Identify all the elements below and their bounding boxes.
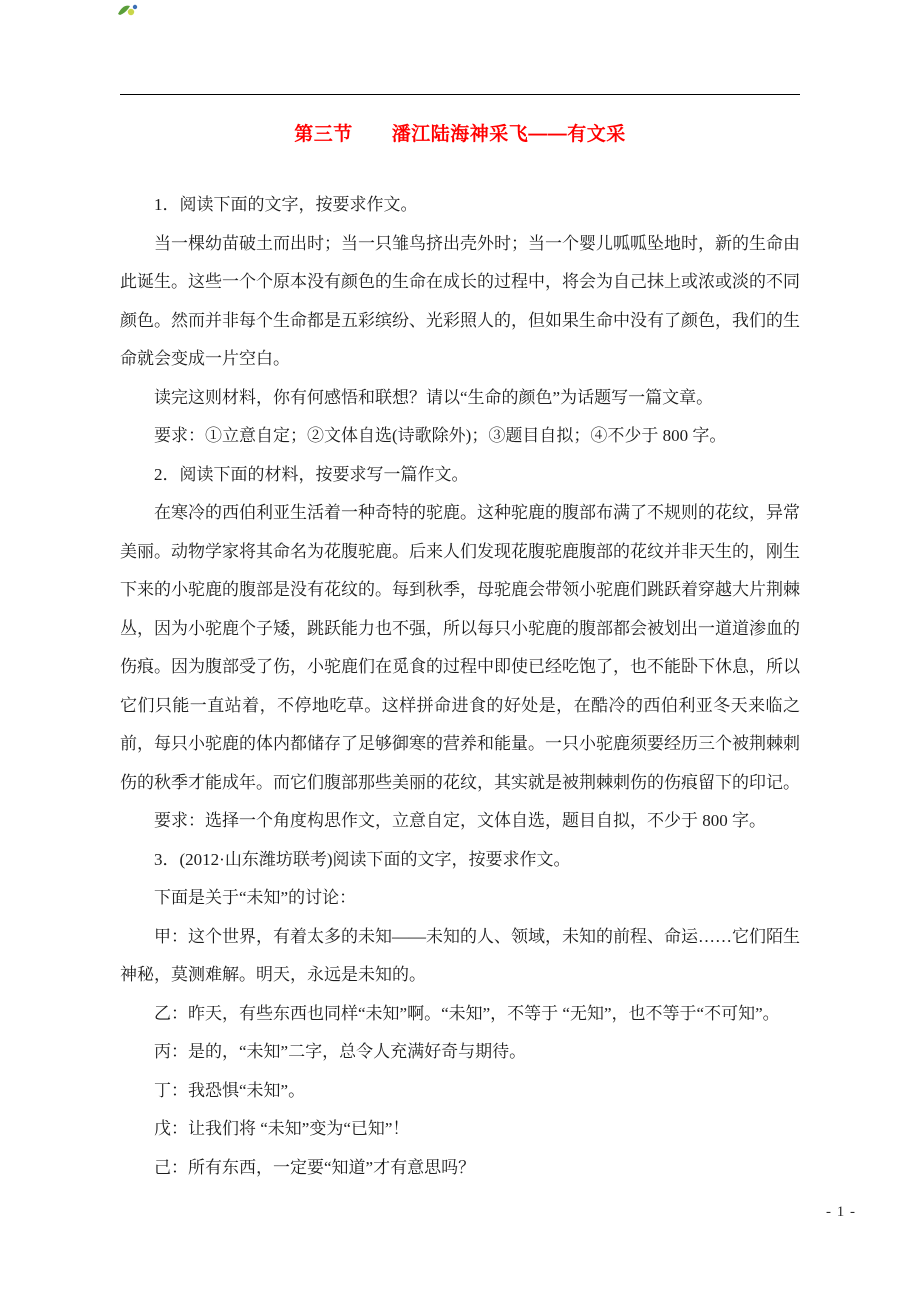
paragraph-speaker-ji: 己：所有东西，一定要“知道”才有意思吗？ bbox=[154, 1157, 476, 1177]
paragraph-speaker-wu: 戊：让我们将 “未知”变为“已知”！ bbox=[154, 1119, 410, 1138]
paragraph-requirements-2: 要求：选择一个角度构思作文，立意自定，文体自选，题目自拟，不少于 800 字。 bbox=[154, 811, 766, 830]
page-number: - 1 - bbox=[826, 1204, 856, 1220]
paragraph-speaker-jia: 甲：这个世界，有着太多的未知——未知的人、领域，未知的前程、命运……它们陌生神秘，莫测难解。明天，永远是未知的。 bbox=[120, 926, 800, 984]
paragraph-prompt-1: 1．阅读下面的文字，按要求作文。 bbox=[154, 195, 418, 214]
paragraph-topic-1: 读完这则材料，你有何感悟和联想？请以“生命的颜色”为话题写一篇文章。 bbox=[154, 387, 714, 407]
corner-logo-icon bbox=[116, 2, 138, 18]
title-divider bbox=[120, 94, 800, 95]
section-title: 第三节 潘江陆海神采飞——有文采 bbox=[294, 124, 626, 145]
paragraph-speaker-bing: 丙：是的，“未知”二字，总令人充满好奇与期待。 bbox=[154, 1042, 527, 1061]
paragraph-material-1: 当一棵幼苗破土而出时；当一只雏鸟挤出壳外时；当一个婴儿呱呱坠地时，新的生命由此诞生。这些一个个原本没有颜色的生命在成长的过程中，将会为自己抹上或浓或淡的不同颜色。然而并非每个生命都是五彩缤纷、光彩照人的，但如果生命中没有了颜色，我们的生命就会变成一片空白。 bbox=[120, 233, 800, 368]
paragraph-discussion-lead: 下面是关于“未知”的讨论： bbox=[154, 888, 357, 907]
paragraph-prompt-3: 3．(2012·山东潍坊联考)阅读下面的文字，按要求作文。 bbox=[154, 849, 571, 869]
paragraph-prompt-2: 2．阅读下面的材料，按要求写一篇作文。 bbox=[154, 464, 469, 484]
paragraph-requirements-1: 要求：①立意自定；②文体自选(诗歌除外)；③题目自拟；④不少于 800 字。 bbox=[154, 426, 727, 445]
paragraph-speaker-ding: 丁：我恐惧“未知”。 bbox=[154, 1080, 306, 1100]
paragraph-speaker-yi: 乙：昨天，有些东西也同样“未知”啊。“未知”，不等于 “无知”，也不等于“不可知”。 bbox=[154, 1003, 780, 1023]
document-body bbox=[120, 186, 800, 1187]
paragraph-material-2: 在寒冷的西伯利亚生活着一种奇特的驼鹿。这种驼鹿的腹部布满了不规则的花纹，异常美丽。动物学家将其命名为花腹驼鹿。后来人们发现花腹驼鹿腹部的花纹并非天生的，刚生下来的小驼鹿的腹部是没有花纹的。每到秋季，母驼鹿会带领小驼鹿们跳跃着穿越大片荆棘丛，因为小驼鹿个子矮，跳跃能力也不强，所以每只小驼鹿的腹部都会被划出一道道渗血的伤痕。因为腹部受了伤，小驼鹿们在觅食的过程中即使已经吃饱了，也不能卧下休息，所以它们只能一直站着，不停地吃草。这样拼命进食的好处是，在酷冷的西伯利亚冬天来临之前，每只小驼鹿的体内都储存了足够御寒的营养和能量。一只小驼鹿须要经历三个被荆棘刺伤的秋季才能成年。而它们腹部那些美丽的花纹，其实就是被荆棘刺伤的伤痕留下的印记。 bbox=[120, 503, 800, 792]
